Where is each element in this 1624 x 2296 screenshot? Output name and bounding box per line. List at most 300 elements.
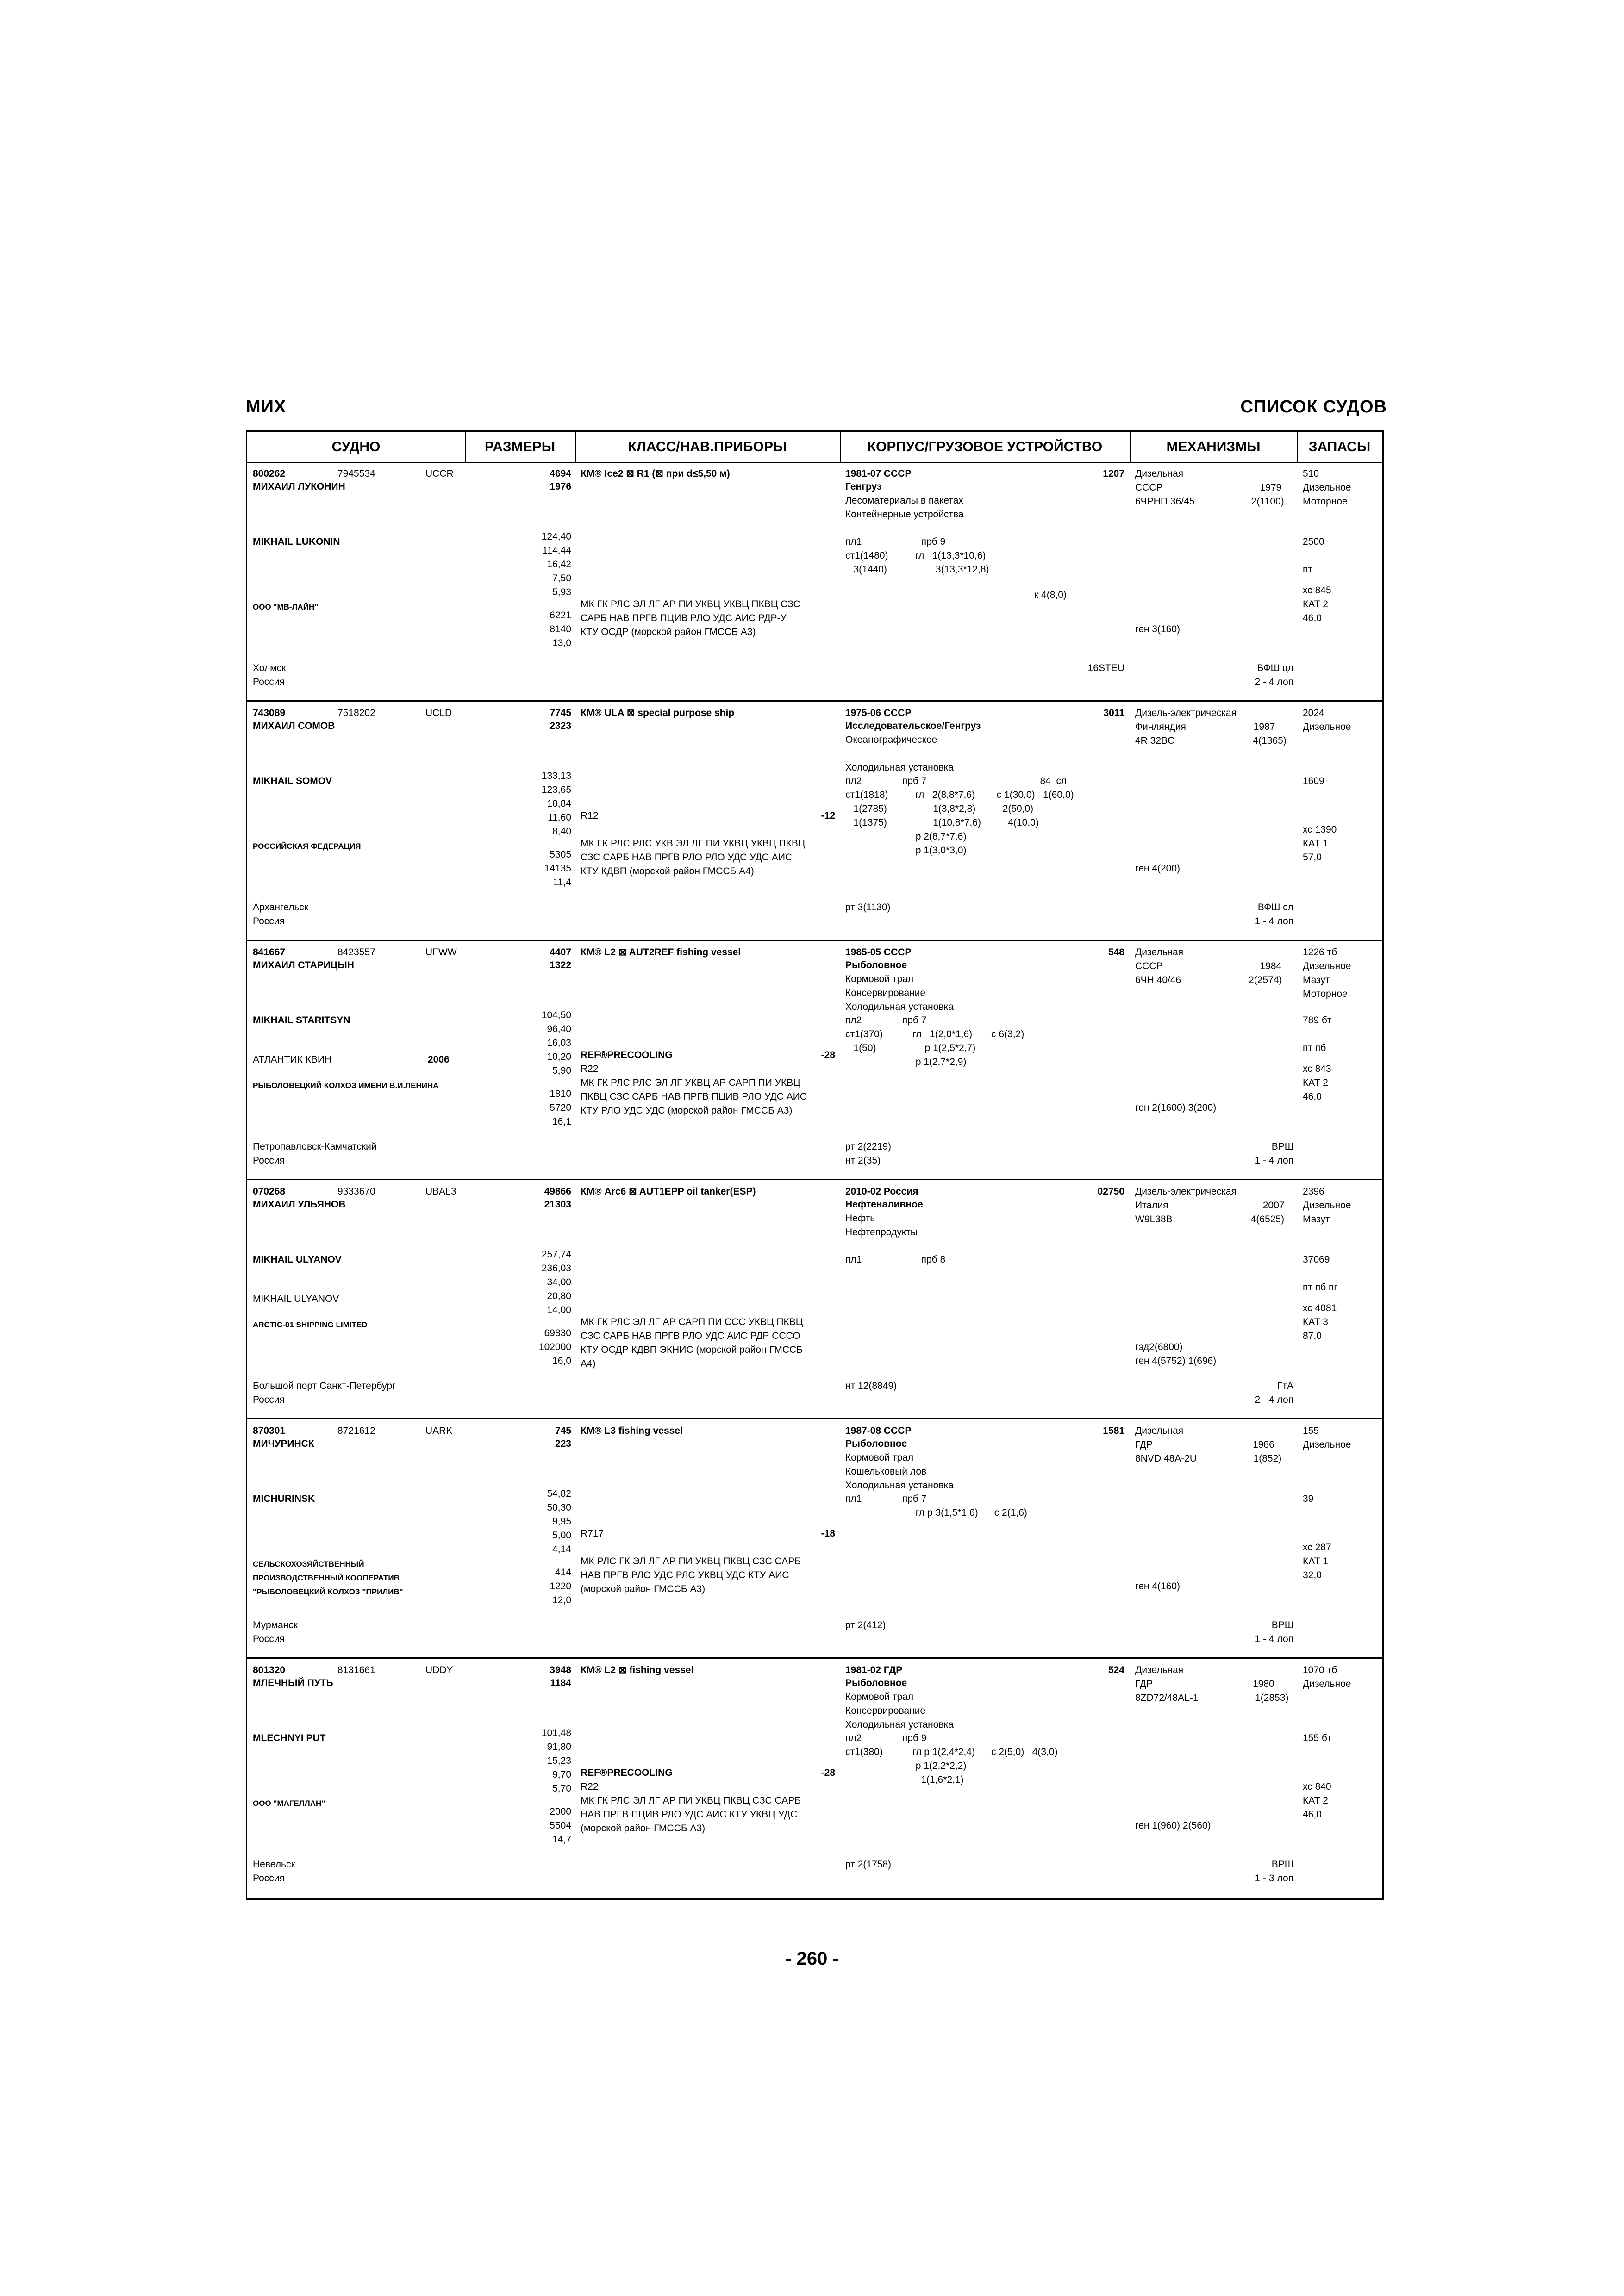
cargo-hold-line: 3(1440) 3(13,3*12,8) bbox=[845, 564, 989, 575]
capacity-value: 11,4 bbox=[553, 877, 571, 888]
propeller: ВРШ bbox=[1271, 1620, 1293, 1630]
engine-line: 8NVD 48A-2U 1(852) bbox=[1135, 1453, 1282, 1464]
generators-2: ген 4(5752) 1(696) bbox=[1135, 1356, 1217, 1366]
capacity-value: 13,0 bbox=[552, 638, 571, 648]
stores-crew: 57,0 bbox=[1303, 852, 1322, 863]
imo-number: 8131661 bbox=[337, 1665, 375, 1675]
ship-name-en: MIKHAIL SOMOV bbox=[253, 776, 332, 786]
home-port: Петропавловск-Камчатский bbox=[253, 1141, 377, 1152]
stores-fuel: 2024 bbox=[1303, 708, 1324, 718]
ship-entries bbox=[247, 463, 1382, 1898]
nav-equipment-line: КТУ КДВП (морской район ГМССБ А4) bbox=[581, 866, 754, 877]
dimension-value: 10,20 bbox=[547, 1052, 571, 1062]
net-tonnage: 2323 bbox=[550, 721, 571, 731]
column-divider bbox=[1297, 432, 1298, 463]
capacity-value: 8140 bbox=[550, 624, 571, 635]
dimension-value: 5,70 bbox=[552, 1783, 571, 1794]
nav-equipment-line: НАВ ПРГВ ПЦИВ РЛО УДС АИС КТУ УКВЦ УДС bbox=[581, 1809, 798, 1820]
stores-water: пт bbox=[1303, 564, 1312, 575]
call-sign: UDDY bbox=[425, 1665, 453, 1675]
dimension-value: 91,80 bbox=[547, 1742, 571, 1752]
capacity-value: 5720 bbox=[550, 1102, 571, 1113]
column-header-dimensions: РАЗМЕРЫ bbox=[465, 432, 575, 463]
dimension-value: 96,40 bbox=[547, 1024, 571, 1034]
stores-water: пт пб bbox=[1303, 1043, 1326, 1053]
ship-register-table bbox=[246, 430, 1384, 1900]
propeller-blades: 2 - 4 лоп bbox=[1255, 1394, 1293, 1405]
dimension-value: 101,48 bbox=[541, 1728, 571, 1738]
capacity-value: 12,0 bbox=[552, 1595, 571, 1605]
class-temperature: -28 bbox=[821, 1767, 835, 1778]
cargo-hold-line: пл1 прб 8 bbox=[845, 1254, 946, 1265]
class-notation: КМ® L2 ⊠ AUT2REF fishing vessel bbox=[581, 947, 741, 958]
gross-tonnage: 745 bbox=[555, 1425, 571, 1436]
cargo-hold-line: ст1(370) гл 1(2,0*1,6) с 6(3,2) bbox=[845, 1029, 1024, 1039]
registry-number: 743089 bbox=[253, 708, 286, 718]
stores-crew: хс 845 bbox=[1303, 585, 1331, 596]
class-extra: R22 bbox=[581, 1064, 599, 1074]
dimension-value: 9,95 bbox=[552, 1516, 571, 1527]
hull-feature: Холодильная установка bbox=[845, 1719, 954, 1730]
hull-code: 1207 bbox=[1103, 468, 1124, 479]
dimension-value: 16,03 bbox=[547, 1038, 571, 1048]
stores-water: 2500 bbox=[1303, 536, 1324, 547]
ship-name-en: MICHURINSK bbox=[253, 1493, 315, 1504]
dimension-value: 16,42 bbox=[547, 559, 571, 570]
former-name-year: 2006 bbox=[428, 1054, 450, 1065]
hull-code: 02750 bbox=[1097, 1186, 1124, 1197]
stores-crew: КАТ 1 bbox=[1303, 838, 1328, 849]
dimension-value: 4,14 bbox=[552, 1544, 571, 1555]
former-name: MIKHAIL ULYANOV bbox=[253, 1294, 339, 1304]
ship-name-en: MLECHNYI PUT bbox=[253, 1733, 326, 1743]
net-tonnage: 1976 bbox=[550, 481, 571, 492]
owner: ООО "МВ-ЛАЙН" bbox=[253, 603, 319, 611]
registry-number: 800262 bbox=[253, 468, 286, 479]
stores-fuel: 510 bbox=[1303, 468, 1319, 479]
column-header-ship: СУДНО bbox=[247, 432, 465, 463]
ship-name-en: MIKHAIL STARITSYN bbox=[253, 1015, 350, 1026]
ship-name-ru: МЛЕЧНЫЙ ПУТЬ bbox=[253, 1678, 333, 1688]
flag-state: Россия bbox=[253, 1394, 285, 1405]
dimension-value: 34,00 bbox=[547, 1277, 571, 1288]
stores-crew: 46,0 bbox=[1303, 1809, 1322, 1820]
capacity-value: 5305 bbox=[550, 849, 571, 860]
page-number: - 260 - bbox=[785, 1948, 839, 1969]
column-header-class: КЛАСС/НАВ.ПРИБОРЫ bbox=[575, 432, 840, 463]
generators: ген 1(960) 2(560) bbox=[1135, 1820, 1211, 1831]
home-port: Невельск bbox=[253, 1859, 295, 1870]
capacity-value: 5504 bbox=[550, 1820, 571, 1831]
dimension-value: 7,50 bbox=[552, 573, 571, 584]
imo-number: 7518202 bbox=[337, 708, 375, 718]
capacity-value: 1220 bbox=[550, 1581, 571, 1592]
flag-state: Россия bbox=[253, 1634, 285, 1644]
ship-type: Рыболовное bbox=[845, 1678, 907, 1688]
teu-capacity: 16STEU bbox=[1087, 663, 1124, 673]
capacity-value: 1810 bbox=[550, 1089, 571, 1099]
engine-line: Дизельная bbox=[1135, 468, 1184, 479]
nav-equipment-line: КТУ ОСДР КДВП ЭКНИС (морской район ГМССБ bbox=[581, 1344, 803, 1355]
imo-number: 9333670 bbox=[337, 1186, 375, 1197]
hull-feature: Океанографическое bbox=[845, 734, 937, 745]
ship-name-ru: МИХАИЛ ЛУКОНИН bbox=[253, 481, 345, 492]
nav-equipment-line: КТУ ОСДР (морской район ГМССБ А3) bbox=[581, 627, 756, 637]
hull-feature: Холодильная установка bbox=[845, 1002, 954, 1012]
engine-line: 4R 32BC 4(1365) bbox=[1135, 735, 1287, 746]
engine-line: 6ЧН 40/46 2(2574) bbox=[1135, 975, 1282, 985]
dimension-value: 54,82 bbox=[547, 1488, 571, 1499]
flag-state: Россия bbox=[253, 1873, 285, 1884]
dimension-value: 18,84 bbox=[547, 798, 571, 809]
cargo-hold-line: ст1(1818) гл 2(8,8*7,6) с 1(30,0) 1(60,0) bbox=[845, 790, 1074, 800]
capacity-value: 14135 bbox=[544, 863, 571, 874]
stores-fuel: 1226 тб bbox=[1303, 947, 1337, 958]
dimension-value: 50,30 bbox=[547, 1502, 571, 1513]
ship-entry bbox=[247, 1181, 1382, 1419]
column-divider bbox=[465, 432, 466, 463]
class-notation: КМ® L2 ⊠ fishing vessel bbox=[581, 1665, 694, 1675]
registry-number: 070268 bbox=[253, 1186, 286, 1197]
stores-fuel: Дизельное bbox=[1303, 482, 1351, 493]
build-date-country: 2010-02 Россия bbox=[845, 1186, 918, 1197]
call-sign: UBAL3 bbox=[425, 1186, 456, 1197]
propeller-blades: 2 - 4 лоп bbox=[1255, 677, 1293, 687]
class-notation: КМ® ULA ⊠ special purpose ship bbox=[581, 708, 735, 718]
build-date-country: 1975-06 СССР bbox=[845, 708, 912, 718]
engine-line: Дизельная bbox=[1135, 1665, 1184, 1675]
hull-feature: Кормовой трал bbox=[845, 1452, 914, 1463]
class-temperature: -18 bbox=[821, 1528, 835, 1539]
net-tonnage: 1184 bbox=[550, 1678, 571, 1688]
build-date-country: 1981-02 ГДР bbox=[845, 1665, 903, 1675]
column-header-hull: КОРПУС/ГРУЗОВОЕ УСТРОЙСТВО bbox=[840, 432, 1130, 463]
engine-line: Дизельная bbox=[1135, 947, 1184, 958]
ship-name-ru: МИЧУРИНСК bbox=[253, 1438, 314, 1449]
hull-code: 548 bbox=[1108, 947, 1124, 958]
nav-equipment-line: НАВ ПРГВ РЛО УДС РЛС УКВЦ УДС КТУ АИС bbox=[581, 1570, 789, 1580]
hull-feature: Лесоматериалы в пакетах bbox=[845, 495, 963, 506]
cargo-hold-line: пл2 прб 9 bbox=[845, 1733, 927, 1743]
stores-crew: 46,0 bbox=[1303, 1091, 1322, 1102]
gross-tonnage: 4407 bbox=[550, 947, 571, 958]
ship-entry bbox=[247, 1420, 1382, 1659]
propeller: ГтА bbox=[1277, 1381, 1293, 1391]
flag-state: Россия bbox=[253, 916, 285, 927]
stores-water: 155 бт bbox=[1303, 1733, 1332, 1743]
flag-state: Россия bbox=[253, 677, 285, 687]
ship-type: Рыболовное bbox=[845, 960, 907, 971]
owner: РЫБОЛОВЕЦКИЙ КОЛХОЗ ИМЕНИ В.И.ЛЕНИНА bbox=[253, 1081, 439, 1090]
former-name: АТЛАНТИК КВИН bbox=[253, 1054, 332, 1065]
engine-line: 8ZD72/48AL-1 1(2853) bbox=[1135, 1692, 1289, 1703]
capacity-value: 2000 bbox=[550, 1806, 571, 1817]
stores-fuel: Моторное bbox=[1303, 989, 1348, 999]
stores-water: пт пб пг bbox=[1303, 1282, 1338, 1293]
stores-crew: хс 1390 bbox=[1303, 824, 1337, 835]
column-divider bbox=[575, 432, 576, 463]
stores-crew: 46,0 bbox=[1303, 613, 1322, 623]
class-notation: КМ® L3 fishing vessel bbox=[581, 1425, 683, 1436]
running-header-left: МИХ bbox=[246, 397, 287, 417]
registry-number: 870301 bbox=[253, 1425, 286, 1436]
engine-line: Финляндия 1987 bbox=[1135, 722, 1275, 732]
cargo-hold-line: пл1 прб 7 bbox=[845, 1493, 927, 1504]
hull-feature: Кормовой трал bbox=[845, 974, 914, 984]
cargo-hold-line: 1(2785) 1(3,8*2,8) 2(50,0) bbox=[845, 803, 1034, 814]
ship-entry bbox=[247, 942, 1382, 1180]
ship-name-en: MIKHAIL LUKONIN bbox=[253, 536, 340, 547]
cargo-hold-line: р 2(8,7*7,6) bbox=[845, 831, 967, 842]
stores-fuel: Дизельное bbox=[1303, 722, 1351, 732]
stores-fuel: Мазут bbox=[1303, 975, 1330, 985]
column-divider bbox=[840, 432, 841, 463]
propeller: ВФШ цл bbox=[1257, 663, 1293, 673]
cargo-hold-line: р 1(3,0*3,0) bbox=[845, 845, 967, 856]
stores-crew: хс 287 bbox=[1303, 1542, 1331, 1553]
cargo-hold-line: гл р 3(1,5*1,6) с 2(1,6) bbox=[845, 1507, 1027, 1518]
class-extra: REF®PRECOOLING bbox=[581, 1767, 673, 1778]
ship-entry bbox=[247, 463, 1382, 702]
dimension-value: 124,40 bbox=[541, 531, 571, 542]
propeller-blades: 1 - 4 лоп bbox=[1255, 916, 1293, 927]
tank-line: рт 2(1758) bbox=[845, 1859, 892, 1870]
home-port: Архангельск bbox=[253, 902, 309, 913]
class-notation: КМ® Ice2 ⊠ R1 (⊠ при d≤5,50 м) bbox=[581, 468, 730, 479]
hull-code: 524 bbox=[1108, 1665, 1124, 1675]
engine-line: Дизельная bbox=[1135, 1425, 1184, 1436]
capacity-value: 6221 bbox=[550, 610, 571, 621]
stores-crew: 87,0 bbox=[1303, 1331, 1322, 1341]
dimension-value: 257,74 bbox=[541, 1249, 571, 1260]
cargo-hold-line: р 1(2,2*2,2) bbox=[845, 1761, 967, 1771]
capacity-value: 14,7 bbox=[552, 1834, 571, 1845]
nav-equipment-line: САРБ НАВ ПРГВ ПЦИВ РЛО УДС АИС РДР-У bbox=[581, 613, 787, 623]
generators: ген 3(160) bbox=[1135, 624, 1181, 635]
propeller: ВРШ bbox=[1271, 1141, 1293, 1152]
column-header-stores: ЗАПАСЫ bbox=[1297, 432, 1382, 463]
propeller: ВФШ сл bbox=[1257, 902, 1293, 913]
build-date-country: 1987-08 СССР bbox=[845, 1425, 912, 1436]
build-date-country: 1981-07 СССР bbox=[845, 468, 912, 479]
nav-equipment-line: (морской район ГМССБ А3) bbox=[581, 1823, 706, 1834]
capacity-value: 102000 bbox=[538, 1342, 571, 1352]
nav-equipment-line: МК ГК РЛС ЭЛ ЛГ АР ПИ УКВЦ ПКВЦ СЗС САРБ bbox=[581, 1795, 801, 1806]
tank-line: нт 12(8849) bbox=[845, 1381, 897, 1391]
home-port: Мурманск bbox=[253, 1620, 298, 1630]
build-date-country: 1985-05 СССР bbox=[845, 947, 912, 958]
stores-fuel: Моторное bbox=[1303, 496, 1348, 507]
dimension-value: 9,70 bbox=[552, 1769, 571, 1780]
generators: ген 4(200) bbox=[1135, 863, 1181, 874]
stores-crew: КАТ 2 bbox=[1303, 1795, 1328, 1806]
generators: гэд2(6800) bbox=[1135, 1342, 1183, 1352]
hull-feature: Кошельковый лов bbox=[845, 1466, 927, 1477]
class-extra: REF®PRECOOLING bbox=[581, 1050, 673, 1060]
stores-crew: хс 843 bbox=[1303, 1064, 1331, 1074]
class-temperature: -12 bbox=[821, 810, 835, 821]
stores-crew: хс 840 bbox=[1303, 1781, 1331, 1792]
ship-name-en: MIKHAIL ULYANOV bbox=[253, 1254, 342, 1265]
stores-fuel: Дизельное bbox=[1303, 1200, 1351, 1211]
tank-line: рт 2(412) bbox=[845, 1620, 886, 1630]
generators: ген 4(160) bbox=[1135, 1581, 1181, 1592]
registry-number: 841667 bbox=[253, 947, 286, 958]
stores-water: 37069 bbox=[1303, 1254, 1330, 1265]
cargo-hold-line: р 1(2,7*2,9) bbox=[845, 1057, 967, 1067]
gross-tonnage: 3948 bbox=[550, 1665, 571, 1675]
owner: РОССИЙСКАЯ ФЕДЕРАЦИЯ bbox=[253, 842, 361, 851]
stores-fuel: Дизельное bbox=[1303, 1679, 1351, 1689]
running-header-right: СПИСОК СУДОВ bbox=[1240, 397, 1387, 417]
hull-feature: Консервирование bbox=[845, 988, 926, 998]
stores-fuel: 2396 bbox=[1303, 1186, 1324, 1197]
tank-line: нт 2(35) bbox=[845, 1155, 881, 1166]
stores-crew: хс 4081 bbox=[1303, 1303, 1337, 1313]
dimension-value: 5,90 bbox=[552, 1065, 571, 1076]
tank-line: рт 2(2219) bbox=[845, 1141, 892, 1152]
propeller-blades: 1 - 3 лоп bbox=[1255, 1873, 1293, 1884]
registry-number: 801320 bbox=[253, 1665, 286, 1675]
stores-crew: КАТ 1 bbox=[1303, 1556, 1328, 1567]
ship-type: Исследовательское/Генгруз bbox=[845, 721, 981, 731]
nav-equipment-line: СЗС САРБ НАВ ПРГВ РЛО УДС АИС РДР СССО bbox=[581, 1331, 800, 1341]
hull-feature: Кормовой трал bbox=[845, 1692, 914, 1702]
cargo-hold-line: 1(1,6*2,1) bbox=[845, 1774, 964, 1785]
tank-line: рт 3(1130) bbox=[845, 902, 891, 913]
class-temperature: -28 bbox=[821, 1050, 835, 1060]
cargo-hold-line: пл1 прб 9 bbox=[845, 536, 946, 547]
dimension-value: 236,03 bbox=[541, 1263, 571, 1274]
class-extra: R717 bbox=[581, 1528, 604, 1539]
cargo-hold-line: пл2 прб 7 84 сл bbox=[845, 776, 1067, 786]
class-extra: R22 bbox=[581, 1781, 599, 1792]
ship-type: Нефтеналивное bbox=[845, 1199, 923, 1210]
capacity-value: 16,0 bbox=[552, 1356, 571, 1366]
imo-number: 7945534 bbox=[337, 468, 375, 479]
engine-line: 6ЧРНП 36/45 2(1100) bbox=[1135, 496, 1284, 507]
stores-fuel: Дизельное bbox=[1303, 961, 1351, 971]
net-tonnage: 223 bbox=[555, 1438, 571, 1449]
cargo-hold-line: пл2 прб 7 bbox=[845, 1015, 927, 1026]
dimension-value: 15,23 bbox=[547, 1755, 571, 1766]
nav-equipment-line: КТУ РЛО УДС УДС (морской район ГМССБ А3) bbox=[581, 1105, 793, 1116]
ship-entry bbox=[247, 703, 1382, 941]
engine-line: СССР 1979 bbox=[1135, 482, 1282, 493]
stores-fuel: Дизельное bbox=[1303, 1439, 1351, 1450]
dimension-value: 104,50 bbox=[541, 1010, 571, 1020]
dimension-value: 123,65 bbox=[541, 784, 571, 795]
call-sign: UARK bbox=[425, 1425, 453, 1436]
cargo-hold-line: ст1(380) гл р 1(2,4*2,4) с 2(5,0) 4(3,0) bbox=[845, 1747, 1058, 1757]
flag-state: Россия bbox=[253, 1155, 285, 1166]
dimension-value: 8,40 bbox=[552, 826, 571, 837]
column-header-machinery: МЕХАНИЗМЫ bbox=[1130, 432, 1297, 463]
stores-crew: КАТ 2 bbox=[1303, 1077, 1328, 1088]
ship-name-ru: МИХАИЛ СОМОВ bbox=[253, 721, 335, 731]
propeller-blades: 1 - 4 лоп bbox=[1255, 1634, 1293, 1644]
nav-equipment-line: А4) bbox=[581, 1358, 596, 1369]
engine-line: Дизель-электрическая bbox=[1135, 1186, 1237, 1197]
dimension-value: 14,00 bbox=[547, 1305, 571, 1315]
nav-equipment-line: ПКВЦ СЗС САРБ НАВ ПРГВ ПЦИВ РЛО УДС АИС bbox=[581, 1091, 807, 1102]
capacity-value: 69830 bbox=[544, 1328, 571, 1338]
engine-line: СССР 1984 bbox=[1135, 961, 1282, 971]
stores-water: 39 bbox=[1303, 1493, 1314, 1504]
imo-number: 8423557 bbox=[337, 947, 375, 958]
hull-feature: Нефть bbox=[845, 1213, 875, 1224]
stores-crew: 32,0 bbox=[1303, 1570, 1322, 1580]
home-port: Большой порт Санкт-Петербург bbox=[253, 1381, 396, 1391]
class-extra: R12 bbox=[581, 810, 599, 821]
dimension-value: 133,13 bbox=[541, 771, 571, 781]
gross-tonnage: 4694 bbox=[550, 468, 571, 479]
cargo-hold-line: 1(50) р 1(2,5*2,7) bbox=[845, 1043, 976, 1053]
column-divider bbox=[1130, 432, 1131, 463]
dimension-value: 5,00 bbox=[552, 1530, 571, 1541]
owner: ARCTIC-01 SHIPPING LIMITED bbox=[253, 1320, 368, 1329]
cargo-hold-line: 1(1375) 1(10,8*7,6) 4(10,0) bbox=[845, 817, 1039, 828]
ship-type: Генгруз bbox=[845, 481, 882, 492]
engine-line: Дизель-электрическая bbox=[1135, 708, 1237, 718]
call-sign: UCLD bbox=[425, 708, 452, 718]
ship-type: Рыболовное bbox=[845, 1438, 907, 1449]
dimension-value: 20,80 bbox=[547, 1291, 571, 1301]
dimension-value: 11,60 bbox=[548, 812, 571, 823]
nav-equipment-line: (морской район ГМССБ А3) bbox=[581, 1584, 706, 1594]
home-port: Холмск bbox=[253, 663, 286, 673]
cranes: к 4(8,0) bbox=[1034, 590, 1067, 600]
nav-equipment-line: МК ГК РЛС ЭЛ ЛГ АР ПИ УКВЦ УКВЦ ПКВЦ СЗС bbox=[581, 599, 800, 610]
net-tonnage: 21303 bbox=[544, 1199, 571, 1210]
nav-equipment-line: МК ГК РЛС ЭЛ ЛГ АР САРП ПИ ССС УКВЦ ПКВЦ bbox=[581, 1317, 803, 1327]
nav-equipment-line: СЗС САРБ НАВ ПРГВ РЛО РЛО УДС УДС АИС bbox=[581, 852, 793, 863]
gross-tonnage: 49866 bbox=[544, 1186, 571, 1197]
hull-code: 3011 bbox=[1103, 708, 1124, 718]
hull-feature: Контейнерные устройства bbox=[845, 509, 964, 520]
capacity-value: 414 bbox=[555, 1567, 571, 1578]
hull-feature: Холодильная установка bbox=[845, 1480, 954, 1491]
generators: ген 2(1600) 3(200) bbox=[1135, 1102, 1217, 1113]
stores-water: 1609 bbox=[1303, 776, 1324, 786]
stores-water: 789 бт bbox=[1303, 1015, 1332, 1026]
propeller-blades: 1 - 4 лоп bbox=[1255, 1155, 1293, 1166]
owner: ООО "МАГЕЛЛАН" bbox=[253, 1799, 325, 1808]
call-sign: UFWW bbox=[425, 947, 457, 958]
hull-code: 1581 bbox=[1103, 1425, 1124, 1436]
ship-name-ru: МИХАИЛ УЛЬЯНОВ bbox=[253, 1199, 346, 1210]
imo-number: 8721612 bbox=[337, 1425, 375, 1436]
owner: СЕЛЬСКОХОЗЯЙСТВЕННЫЙ ПРОИЗВОДСТВЕННЫЙ КООПЕРАТИВ "РЫБОЛОВЕЦКИЙ КОЛХОЗ "ПРИЛИВ" bbox=[253, 1560, 403, 1596]
engine-line: Италия 2007 bbox=[1135, 1200, 1285, 1211]
dimension-value: 5,93 bbox=[552, 587, 571, 597]
engine-line: W9L38B 4(6525) bbox=[1135, 1214, 1285, 1225]
nav-equipment-line: МК РЛС ГК ЭЛ ЛГ АР ПИ УКВЦ ПКВЦ СЗС САРБ bbox=[581, 1556, 801, 1567]
engine-line: ГДР 1986 bbox=[1135, 1439, 1274, 1450]
hull-feature: Холодильная установка bbox=[845, 762, 954, 773]
hull-feature: Консервирование bbox=[845, 1705, 926, 1716]
ship-entry bbox=[247, 1660, 1382, 1898]
capacity-value: 16,1 bbox=[552, 1116, 571, 1127]
hull-feature: Нефтепродукты bbox=[845, 1227, 918, 1238]
engine-line: ГДР 1980 bbox=[1135, 1679, 1274, 1689]
stores-fuel: Мазут bbox=[1303, 1214, 1330, 1225]
stores-crew: КАТ 2 bbox=[1303, 599, 1328, 610]
dimension-value: 114,44 bbox=[542, 545, 571, 556]
stores-crew: КАТ 3 bbox=[1303, 1317, 1328, 1327]
ship-name-ru: МИХАИЛ СТАРИЦЫН bbox=[253, 960, 354, 971]
nav-equipment-line: МК ГК РЛС РЛС ЭЛ ЛГ УКВЦ АР САРП ПИ УКВЦ bbox=[581, 1077, 800, 1088]
